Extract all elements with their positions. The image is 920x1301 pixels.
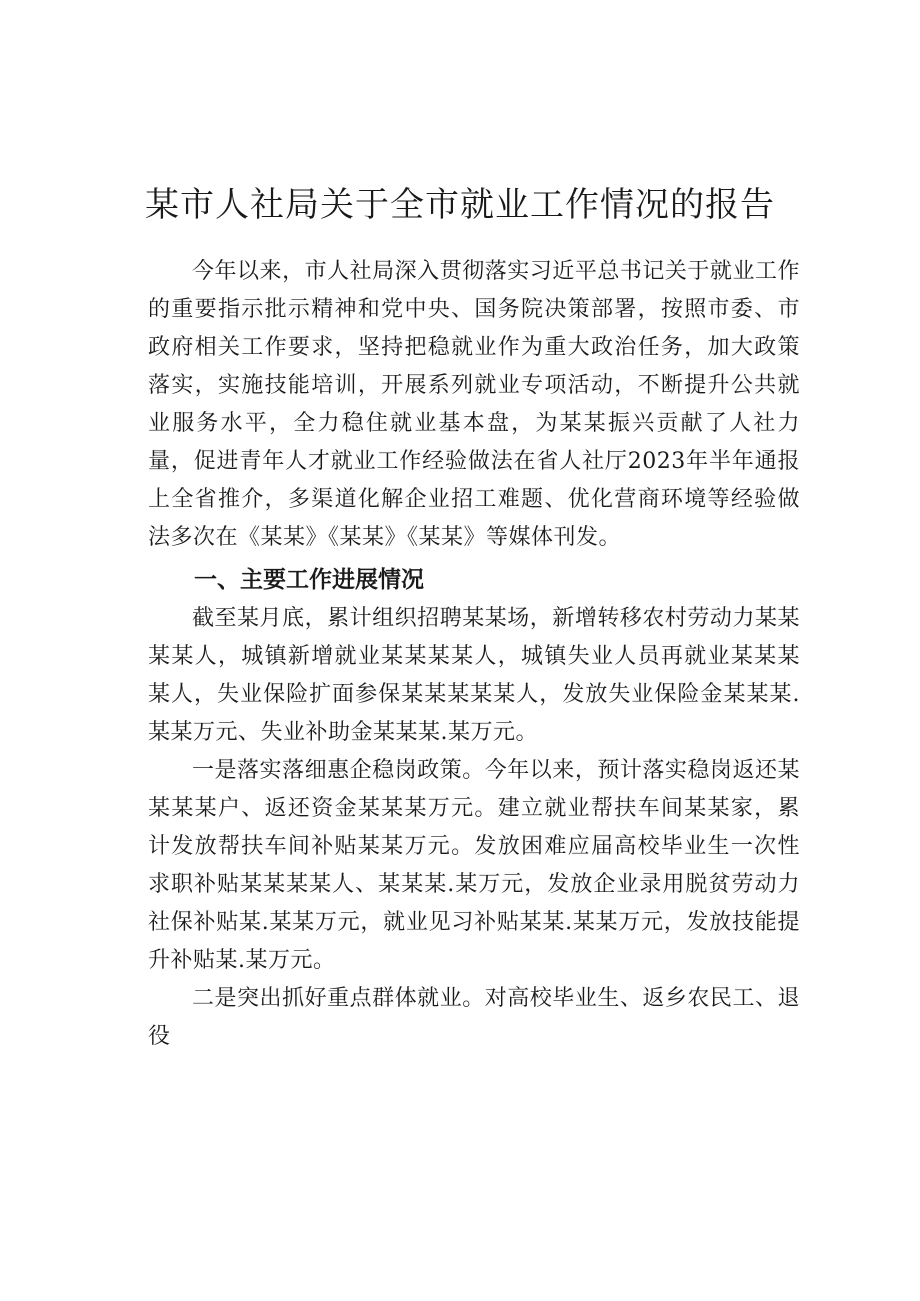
section-summary-paragraph: 截至某月底，累计组织招聘某某场，新增转移农村劳动力某某某某人，城镇新增就业某某某某人，城镇失业人员再就业某某某某人，失业保险扩面参保某某某某某人，发放失业保险金某某某.某某万元、失业补助金某某某.某万元。: [148, 606, 800, 745]
document-title: 某市人社局关于全市就业工作情况的报告: [145, 184, 775, 225]
intro-paragraph: 今年以来，市人社局深入贯彻落实习近平总书记关于就业工作的重要指示批示精神和党中央、国务院决策部署，按照市委、市政府相关工作要求，坚持把稳就业作为重大政治任务，加大政策落实，实施技能培训，开展系列就业专项活动，不断提升公共就业服务水平，全力稳住就业基本盘，为某某振兴贡献了人社力量，促进青年人才就业工作经验做法在省人社厅2023年半年通报上全省推介，多渠道化解企业招工难题、优化营商环境等经验做法多次在《某某》《某某》《某某》等媒体刊发。: [148, 259, 800, 550]
document-body: [148, 253, 800, 1056]
point-one-paragraph: 一是落实落细惠企稳岗政策。今年以来，预计落实稳岗返还某某某某户、返还资金某某某万元。建立就业帮扶车间某某家，累计发放帮扶车间补贴某某万元。发放困难应届高校毕业生一次性求职补贴某某某某人、某某某.某万元，发放企业录用脱贫劳动力社保补贴某.某某万元，就业见习补贴某某.某某万元，发放技能提升补贴某.某万元。: [148, 758, 800, 973]
point-two-paragraph: 二是突出抓好重点群体就业。对高校毕业生、返乡农民工、退役: [148, 986, 800, 1049]
section-heading: 一、主要工作进展情况: [194, 567, 424, 593]
